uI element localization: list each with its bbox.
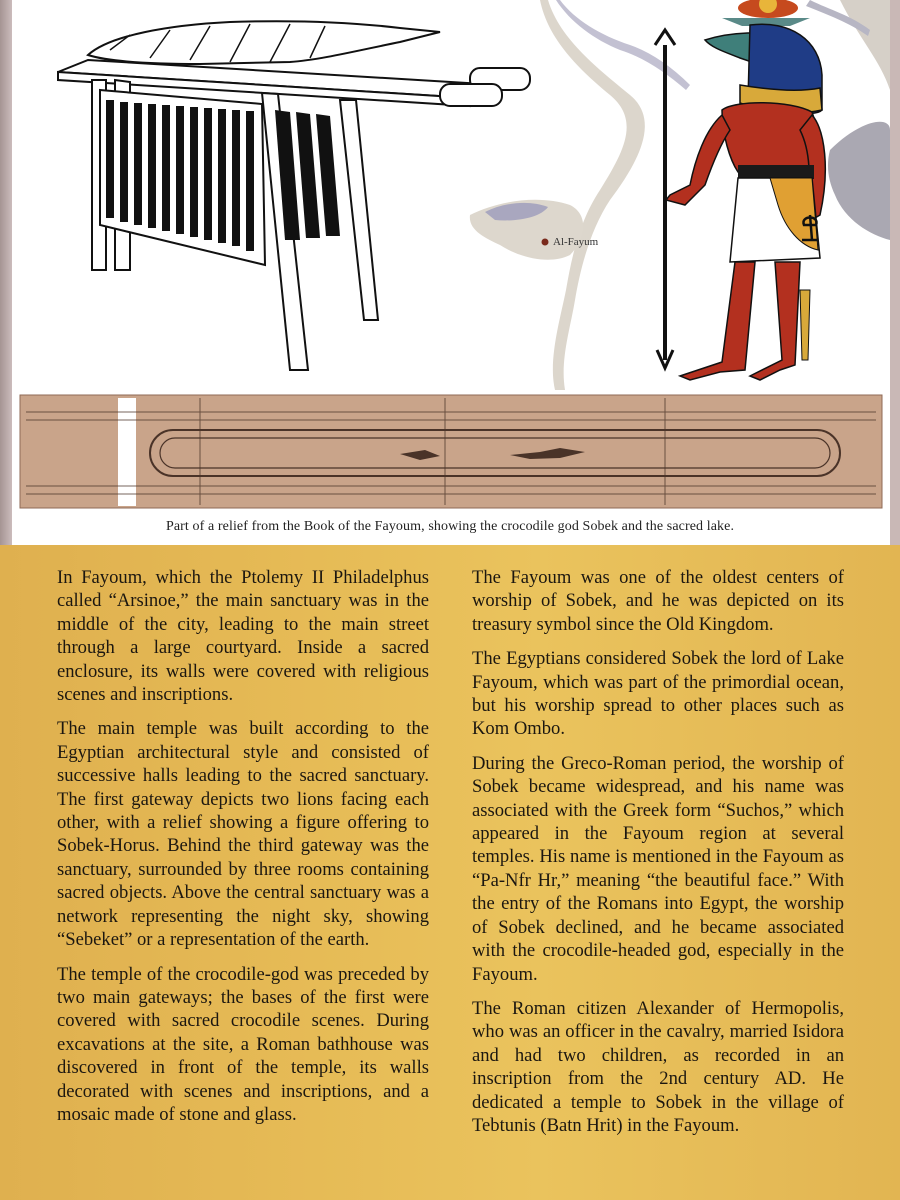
paragraph: The main temple was built according to the Egyptian architectural style and consisted of successive halls leading to the sacred sanctuary. The first gateway depicts two lions facing each other, with a relief showing a figure offering to Sobek-Horus. Behind the third gateway was the sanctuary, surrounded by three rooms containing sacred objects. Above the central sanctuary was a network representing the night sky, showing “Sebeket” or a representation of the earth. [57,718,429,951]
left-text-column [57,566,429,1137]
paragraph: The Roman citizen Alexander of Hermopolis, who was an officer in the cavalry, married Isidora and had two children, as recorded in an inscription from the 2nd century AD. He dedicated a temple to Sobek in the village of Tebtunis (Batn Hrit) in the Fayoum. [472,997,844,1136]
paragraph: The temple of the crocodile-god was preceded by two main gateways; the bases of the first were covered with sacred crocodile scenes. During excavations at the site, a Roman bathhouse was discovered in front of the temple, its walls decorated with scenes and inscriptions, and a mosaic made of stone and glass. [57,963,429,1125]
map-place-label: Al-Fayum [553,236,599,248]
figure-caption: Part of a relief from the Book of the Fayoum, showing the crocodile god Sobek and the sacred lake. [165,519,735,534]
paragraph: In Fayoum, which the Ptolemy II Philadelphus called “Arsinoe,” the main sanctuary was in the middle of the city, leading to the main street through a large courtyard. Inside a sacred enclosure, its walls were covered with religious scenes and inscriptions. [57,567,429,706]
paragraph: The Egyptians considered Sobek the lord of Lake Fayoum, which was part of the primordial ocean, but his worship spread to other places such as Kom Ombo. [472,648,844,740]
papyrus-relief [20,395,882,508]
illustration [0,0,900,545]
sobek-figure [655,0,825,380]
crocodile-shrine-drawing [58,21,530,370]
paragraph: The Fayoum was one of the oldest centers of worship of Sobek, and he was depicted on its treasury symbol since the Old Kingdom. [472,567,844,635]
map-location-dot [542,239,549,246]
right-text-column [472,566,844,1148]
paragraph: During the Greco-Roman period, the worship of Sobek became widespread, and his name was associated with the Greek form “Suchos,” which appeared in the Fayoum region at several temples. His name is mentioned in the Fayoum as “Pa-Nfr Hr,” meaning “the beautiful face.” With the entry of the Romans into Egypt, the worship of Sobek declined, and he became associated with the crocodile-headed god, especially in the Fayoum. [472,752,844,985]
